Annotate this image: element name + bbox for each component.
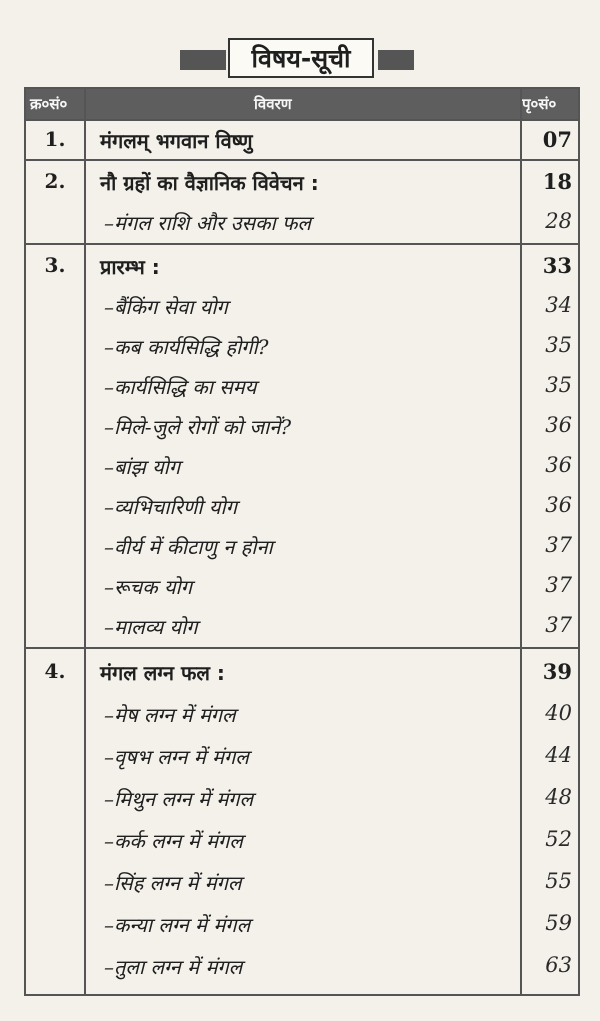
toc-row xyxy=(26,287,578,327)
toc-row xyxy=(26,821,578,861)
row-page: 48 xyxy=(545,785,572,809)
toc-row xyxy=(26,163,578,203)
header-desc: विवरण xyxy=(254,95,292,113)
row-title: –मिथुन लग्न में मंगल xyxy=(104,787,254,811)
row-page: 33 xyxy=(542,253,572,278)
table-header xyxy=(26,89,578,119)
row-separator xyxy=(26,243,578,245)
toc-row xyxy=(26,947,578,987)
row-title: –कन्या लग्न में मंगल xyxy=(104,913,251,937)
toc-row xyxy=(26,863,578,903)
header-num: क्र०सं० xyxy=(30,95,68,113)
toc-row xyxy=(26,905,578,945)
row-page: 36 xyxy=(545,493,572,517)
row-title: –कार्यसिद्धि का समय xyxy=(104,375,257,399)
row-title: –मालव्य योग xyxy=(104,615,198,639)
row-page: 37 xyxy=(545,573,572,597)
toc-row xyxy=(26,653,578,693)
header-page: पृ०सं० xyxy=(522,95,557,113)
row-title: –तुला लग्न में मंगल xyxy=(104,955,243,979)
row-title: –कब कार्यसिद्धि होगी? xyxy=(104,335,269,359)
toc-row xyxy=(26,367,578,407)
row-title: –मंगल राशि और उसका फल xyxy=(104,211,311,235)
toc-row xyxy=(26,695,578,735)
toc-row xyxy=(26,407,578,447)
row-title: नौ ग्रहों का वैज्ञानिक विवेचन : xyxy=(100,171,319,195)
row-title: –सिंह लग्न में मंगल xyxy=(104,871,242,895)
row-title: –वीर्य में कीटाणु न होना xyxy=(104,535,273,559)
row-page: 40 xyxy=(545,701,572,725)
row-title: –बैंकिंग सेवा योग xyxy=(104,295,228,319)
row-title: –मेष लग्न में मंगल xyxy=(104,703,236,727)
row-page: 37 xyxy=(545,613,572,637)
row-title: –बांझ योग xyxy=(104,455,181,479)
row-page: 36 xyxy=(545,453,572,477)
row-title: –मिले-जुले रोगों को जानें? xyxy=(104,415,292,439)
row-title: –रूचक योग xyxy=(104,575,192,599)
row-page: 35 xyxy=(545,333,572,357)
row-page: 36 xyxy=(545,413,572,437)
title-banner xyxy=(0,38,600,80)
row-title: –कर्क लग्न में मंगल xyxy=(104,829,243,853)
row-number: 2. xyxy=(44,169,66,193)
toc-row xyxy=(26,203,578,243)
toc-row xyxy=(26,487,578,527)
title-bar-right xyxy=(378,50,414,70)
row-page: 34 xyxy=(545,293,572,317)
row-separator xyxy=(26,647,578,649)
title-bar-left xyxy=(180,50,226,70)
row-page: 37 xyxy=(545,533,572,557)
page-title: विषय-सूची xyxy=(228,38,374,78)
toc-row xyxy=(26,447,578,487)
toc-table xyxy=(24,87,580,996)
row-page: 18 xyxy=(542,169,572,194)
toc-row xyxy=(26,567,578,607)
row-page: 07 xyxy=(542,127,572,152)
row-number: 4. xyxy=(44,659,66,683)
row-title: –व्यभिचारिणी योग xyxy=(104,495,237,519)
row-title: मंगल लग्न फल : xyxy=(100,661,225,685)
row-title: –वृषभ लग्न में मंगल xyxy=(104,745,249,769)
row-title: मंगलम् भगवान विष्णु xyxy=(100,129,253,153)
row-page: 44 xyxy=(545,743,572,767)
row-page: 39 xyxy=(542,659,572,684)
row-page: 63 xyxy=(545,953,572,977)
row-page: 52 xyxy=(545,827,572,851)
toc-row xyxy=(26,327,578,367)
row-number: 3. xyxy=(44,253,66,277)
row-title: प्रारम्भ : xyxy=(100,255,160,279)
toc-row xyxy=(26,121,578,161)
row-page: 59 xyxy=(545,911,572,935)
toc-row xyxy=(26,779,578,819)
toc-row xyxy=(26,737,578,777)
toc-row xyxy=(26,247,578,287)
row-number: 1. xyxy=(44,127,66,151)
toc-row xyxy=(26,527,578,567)
toc-row xyxy=(26,607,578,647)
row-page: 55 xyxy=(545,869,572,893)
row-page: 28 xyxy=(545,209,572,233)
row-page: 35 xyxy=(545,373,572,397)
